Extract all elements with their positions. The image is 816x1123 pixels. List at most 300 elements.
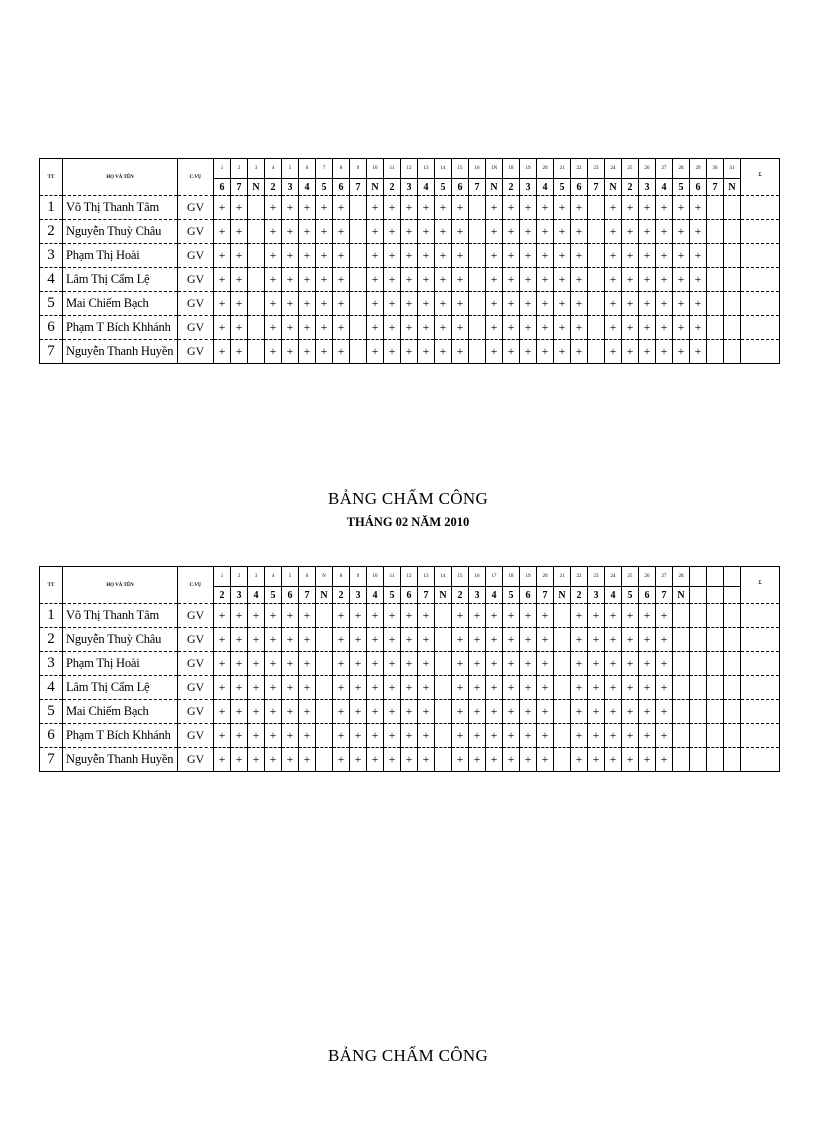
attendance-mark bbox=[673, 628, 690, 652]
attendance-mark: + bbox=[435, 292, 452, 316]
weekday: 7 bbox=[656, 587, 673, 604]
day-number: 16 bbox=[469, 567, 486, 587]
day-number: 13 bbox=[418, 567, 435, 587]
attendance-mark: + bbox=[282, 340, 299, 364]
row-total bbox=[741, 220, 780, 244]
attendance-mark: + bbox=[605, 700, 622, 724]
employee-role: GV bbox=[178, 196, 214, 220]
attendance-mark: + bbox=[401, 748, 418, 772]
attendance-mark bbox=[707, 676, 724, 700]
day-number: 8 bbox=[333, 567, 350, 587]
weekday: 7 bbox=[537, 587, 554, 604]
attendance-mark: + bbox=[469, 676, 486, 700]
attendance-mark: + bbox=[248, 676, 265, 700]
day-number: 23 bbox=[588, 567, 605, 587]
attendance-mark: + bbox=[656, 604, 673, 628]
attendance-mark: + bbox=[656, 628, 673, 652]
header-tt: TT bbox=[40, 567, 63, 604]
row-total bbox=[741, 628, 780, 652]
employee-name: Lâm Thị Cẩm Lệ bbox=[63, 268, 178, 292]
attendance-mark: + bbox=[367, 748, 384, 772]
table-row bbox=[40, 724, 780, 748]
attendance-mark: + bbox=[503, 628, 520, 652]
attendance-mark: + bbox=[265, 292, 282, 316]
attendance-mark bbox=[248, 268, 265, 292]
day-number: 28 bbox=[673, 567, 690, 587]
day-number-row bbox=[40, 567, 780, 587]
employee-role: GV bbox=[178, 604, 214, 628]
weekday: 5 bbox=[503, 587, 520, 604]
attendance-mark: + bbox=[520, 652, 537, 676]
attendance-mark bbox=[554, 604, 571, 628]
attendance-mark: + bbox=[690, 220, 707, 244]
attendance-mark bbox=[724, 292, 741, 316]
attendance-mark: + bbox=[214, 676, 231, 700]
attendance-mark bbox=[316, 604, 333, 628]
attendance-mark bbox=[673, 748, 690, 772]
day-number: 23 bbox=[588, 159, 605, 179]
attendance-mark: + bbox=[384, 676, 401, 700]
attendance-mark: + bbox=[656, 652, 673, 676]
attendance-mark: + bbox=[537, 652, 554, 676]
row-number: 1 bbox=[40, 604, 63, 628]
attendance-mark: + bbox=[282, 628, 299, 652]
attendance-mark: + bbox=[452, 652, 469, 676]
attendance-mark: + bbox=[333, 268, 350, 292]
attendance-mark: + bbox=[656, 676, 673, 700]
attendance-mark: + bbox=[554, 340, 571, 364]
attendance-mark: + bbox=[520, 292, 537, 316]
weekday: 2 bbox=[571, 587, 588, 604]
attendance-mark: + bbox=[452, 340, 469, 364]
attendance-mark: + bbox=[435, 316, 452, 340]
attendance-mark: + bbox=[588, 676, 605, 700]
attendance-mark: + bbox=[231, 220, 248, 244]
row-total bbox=[741, 748, 780, 772]
attendance-mark bbox=[554, 652, 571, 676]
attendance-mark: + bbox=[299, 220, 316, 244]
attendance-mark bbox=[707, 340, 724, 364]
attendance-mark: + bbox=[486, 652, 503, 676]
attendance-mark: + bbox=[520, 340, 537, 364]
attendance-mark: + bbox=[639, 748, 656, 772]
weekday: 3 bbox=[282, 179, 299, 196]
attendance-mark bbox=[707, 724, 724, 748]
attendance-mark bbox=[248, 220, 265, 244]
attendance-mark: + bbox=[367, 652, 384, 676]
attendance-mark: + bbox=[588, 724, 605, 748]
attendance-mark bbox=[435, 604, 452, 628]
weekday: 2 bbox=[384, 179, 401, 196]
row-number: 5 bbox=[40, 292, 63, 316]
attendance-mark: + bbox=[384, 700, 401, 724]
attendance-mark bbox=[588, 220, 605, 244]
weekday: 2 bbox=[452, 587, 469, 604]
attendance-mark: + bbox=[520, 748, 537, 772]
attendance-mark: + bbox=[214, 748, 231, 772]
weekday: 4 bbox=[656, 179, 673, 196]
day-number: 5 bbox=[282, 567, 299, 587]
attendance-mark: + bbox=[333, 676, 350, 700]
weekday: 5 bbox=[316, 179, 333, 196]
attendance-mark: + bbox=[265, 316, 282, 340]
attendance-table-2 bbox=[39, 566, 780, 772]
attendance-mark: + bbox=[639, 292, 656, 316]
day-number: 20 bbox=[537, 567, 554, 587]
attendance-mark: + bbox=[401, 676, 418, 700]
day-number: 1N bbox=[486, 159, 503, 179]
attendance-mark: + bbox=[605, 676, 622, 700]
attendance-mark: + bbox=[486, 676, 503, 700]
attendance-mark: + bbox=[418, 292, 435, 316]
attendance-mark bbox=[690, 724, 707, 748]
attendance-mark: + bbox=[299, 652, 316, 676]
attendance-mark: + bbox=[214, 604, 231, 628]
attendance-mark: + bbox=[571, 676, 588, 700]
employee-role: GV bbox=[178, 676, 214, 700]
attendance-mark: + bbox=[418, 604, 435, 628]
weekday: 6 bbox=[571, 179, 588, 196]
attendance-mark: + bbox=[299, 268, 316, 292]
attendance-mark: + bbox=[265, 652, 282, 676]
attendance-mark bbox=[707, 628, 724, 652]
attendance-mark: + bbox=[571, 316, 588, 340]
attendance-mark: + bbox=[486, 748, 503, 772]
attendance-mark: + bbox=[537, 628, 554, 652]
attendance-mark: + bbox=[299, 340, 316, 364]
employee-role: GV bbox=[178, 292, 214, 316]
attendance-mark: + bbox=[333, 220, 350, 244]
attendance-mark: + bbox=[690, 244, 707, 268]
attendance-mark bbox=[469, 220, 486, 244]
weekday: 5 bbox=[384, 587, 401, 604]
attendance-mark bbox=[554, 628, 571, 652]
attendance-mark bbox=[248, 244, 265, 268]
weekday: 4 bbox=[605, 587, 622, 604]
attendance-mark bbox=[724, 628, 741, 652]
attendance-mark: + bbox=[401, 652, 418, 676]
weekday: N bbox=[367, 179, 384, 196]
attendance-mark: + bbox=[350, 700, 367, 724]
row-total bbox=[741, 196, 780, 220]
weekday: 6 bbox=[520, 587, 537, 604]
attendance-mark: + bbox=[520, 676, 537, 700]
weekday: 7 bbox=[707, 179, 724, 196]
attendance-mark: + bbox=[537, 220, 554, 244]
weekday: N bbox=[435, 587, 452, 604]
weekday: 5 bbox=[265, 587, 282, 604]
attendance-mark: + bbox=[367, 268, 384, 292]
attendance-mark: + bbox=[571, 292, 588, 316]
day-number bbox=[707, 567, 724, 587]
employee-name: Phạm Thị Hoài bbox=[63, 652, 178, 676]
attendance-mark: + bbox=[639, 268, 656, 292]
attendance-mark: + bbox=[333, 724, 350, 748]
attendance-mark: + bbox=[265, 244, 282, 268]
employee-name: Phạm T Bích Khhánh bbox=[63, 316, 178, 340]
employee-name: Võ Thị Thanh Tâm bbox=[63, 196, 178, 220]
attendance-mark: + bbox=[367, 196, 384, 220]
attendance-mark bbox=[707, 244, 724, 268]
header-role: C.VỤ bbox=[178, 567, 214, 604]
attendance-mark: + bbox=[435, 268, 452, 292]
attendance-mark: + bbox=[265, 748, 282, 772]
attendance-mark: + bbox=[673, 220, 690, 244]
weekday: 4 bbox=[248, 587, 265, 604]
attendance-mark: + bbox=[299, 316, 316, 340]
attendance-mark: + bbox=[503, 196, 520, 220]
attendance-mark: + bbox=[503, 676, 520, 700]
day-number: 2 bbox=[231, 567, 248, 587]
attendance-mark: + bbox=[690, 316, 707, 340]
attendance-mark: + bbox=[350, 676, 367, 700]
attendance-mark: + bbox=[622, 604, 639, 628]
attendance-mark: + bbox=[384, 652, 401, 676]
attendance-mark: + bbox=[639, 724, 656, 748]
attendance-mark: + bbox=[384, 604, 401, 628]
attendance-mark bbox=[350, 292, 367, 316]
attendance-mark: + bbox=[452, 628, 469, 652]
day-number: 31 bbox=[724, 159, 741, 179]
attendance-mark bbox=[673, 700, 690, 724]
day-number: 5 bbox=[282, 159, 299, 179]
attendance-mark: + bbox=[316, 244, 333, 268]
header-name: HỌ VÀ TÊN bbox=[63, 567, 178, 604]
attendance-mark: + bbox=[401, 700, 418, 724]
table-row bbox=[40, 244, 780, 268]
attendance-mark bbox=[724, 220, 741, 244]
weekday: 3 bbox=[469, 587, 486, 604]
attendance-mark: + bbox=[214, 652, 231, 676]
attendance-mark: + bbox=[554, 292, 571, 316]
attendance-mark: + bbox=[537, 676, 554, 700]
row-number: 5 bbox=[40, 700, 63, 724]
attendance-mark: + bbox=[367, 316, 384, 340]
attendance-mark bbox=[690, 604, 707, 628]
attendance-mark: + bbox=[214, 292, 231, 316]
attendance-mark: + bbox=[588, 652, 605, 676]
attendance-mark: + bbox=[350, 748, 367, 772]
attendance-mark: + bbox=[605, 316, 622, 340]
attendance-mark bbox=[554, 700, 571, 724]
attendance-mark: + bbox=[214, 220, 231, 244]
attendance-mark: + bbox=[656, 700, 673, 724]
weekday: 4 bbox=[537, 179, 554, 196]
day-number: 22 bbox=[571, 159, 588, 179]
attendance-mark: + bbox=[656, 244, 673, 268]
attendance-mark: + bbox=[622, 340, 639, 364]
attendance-mark: + bbox=[231, 652, 248, 676]
attendance-mark: + bbox=[214, 244, 231, 268]
attendance-mark bbox=[350, 220, 367, 244]
attendance-mark: + bbox=[401, 316, 418, 340]
attendance-mark: + bbox=[282, 748, 299, 772]
attendance-mark: + bbox=[520, 316, 537, 340]
day-number: 4 bbox=[265, 567, 282, 587]
attendance-mark: + bbox=[418, 652, 435, 676]
attendance-mark: + bbox=[265, 628, 282, 652]
attendance-mark bbox=[435, 628, 452, 652]
row-total bbox=[741, 316, 780, 340]
attendance-mark: + bbox=[231, 604, 248, 628]
attendance-mark: + bbox=[639, 340, 656, 364]
day-number: 15 bbox=[452, 567, 469, 587]
attendance-mark: + bbox=[656, 268, 673, 292]
attendance-mark: + bbox=[214, 196, 231, 220]
row-total bbox=[741, 652, 780, 676]
attendance-mark bbox=[588, 340, 605, 364]
attendance-mark: + bbox=[503, 316, 520, 340]
attendance-mark bbox=[435, 676, 452, 700]
attendance-mark: + bbox=[639, 700, 656, 724]
attendance-mark: + bbox=[367, 340, 384, 364]
day-number: 9 bbox=[350, 159, 367, 179]
attendance-mark: + bbox=[384, 340, 401, 364]
attendance-mark: + bbox=[214, 316, 231, 340]
attendance-mark bbox=[469, 244, 486, 268]
day-number: 12 bbox=[401, 567, 418, 587]
attendance-mark: + bbox=[656, 340, 673, 364]
row-total bbox=[741, 604, 780, 628]
attendance-mark: + bbox=[452, 604, 469, 628]
attendance-mark: + bbox=[520, 244, 537, 268]
attendance-mark bbox=[724, 244, 741, 268]
attendance-mark: + bbox=[418, 196, 435, 220]
day-number: 10 bbox=[367, 159, 384, 179]
attendance-mark: + bbox=[571, 268, 588, 292]
table-row bbox=[40, 340, 780, 364]
attendance-mark bbox=[435, 652, 452, 676]
attendance-mark: + bbox=[401, 292, 418, 316]
attendance-mark bbox=[588, 244, 605, 268]
attendance-mark: + bbox=[214, 340, 231, 364]
weekday: 7 bbox=[350, 179, 367, 196]
attendance-mark bbox=[469, 292, 486, 316]
attendance-mark: + bbox=[605, 748, 622, 772]
attendance-mark bbox=[707, 268, 724, 292]
attendance-mark bbox=[316, 748, 333, 772]
weekday: 3 bbox=[401, 179, 418, 196]
attendance-mark bbox=[673, 604, 690, 628]
employee-role: GV bbox=[178, 316, 214, 340]
attendance-mark bbox=[350, 340, 367, 364]
employee-name: Phạm Thị Hoài bbox=[63, 244, 178, 268]
attendance-mark: + bbox=[282, 196, 299, 220]
row-total bbox=[741, 700, 780, 724]
attendance-mark: + bbox=[214, 628, 231, 652]
day-number: 14 bbox=[435, 567, 452, 587]
table-row bbox=[40, 748, 780, 772]
attendance-mark: + bbox=[503, 700, 520, 724]
employee-name: Nguyễn Thanh Huyền bbox=[63, 340, 178, 364]
attendance-mark: + bbox=[435, 220, 452, 244]
attendance-mark: + bbox=[537, 268, 554, 292]
attendance-mark: + bbox=[316, 292, 333, 316]
attendance-mark: + bbox=[418, 340, 435, 364]
table-row bbox=[40, 700, 780, 724]
attendance-mark: + bbox=[622, 268, 639, 292]
attendance-mark: + bbox=[231, 196, 248, 220]
row-total bbox=[741, 676, 780, 700]
attendance-mark: + bbox=[350, 628, 367, 652]
attendance-mark: + bbox=[622, 220, 639, 244]
attendance-mark: + bbox=[520, 724, 537, 748]
attendance-mark: + bbox=[316, 196, 333, 220]
attendance-mark: + bbox=[418, 724, 435, 748]
attendance-mark: + bbox=[554, 196, 571, 220]
attendance-table-1-wrapper bbox=[39, 158, 779, 364]
attendance-mark: + bbox=[401, 220, 418, 244]
attendance-mark: + bbox=[214, 268, 231, 292]
weekday: N bbox=[316, 587, 333, 604]
attendance-mark: + bbox=[248, 652, 265, 676]
employee-name: Nguyễn Thuỳ Châu bbox=[63, 220, 178, 244]
day-number: 8 bbox=[333, 159, 350, 179]
attendance-mark: + bbox=[452, 676, 469, 700]
employee-role: GV bbox=[178, 268, 214, 292]
table-row bbox=[40, 220, 780, 244]
attendance-mark: + bbox=[367, 676, 384, 700]
attendance-mark: + bbox=[622, 244, 639, 268]
attendance-mark: + bbox=[537, 748, 554, 772]
header-role: C.VỤ bbox=[178, 159, 214, 196]
attendance-mark bbox=[724, 604, 741, 628]
attendance-mark: + bbox=[605, 340, 622, 364]
table-row bbox=[40, 628, 780, 652]
attendance-mark bbox=[724, 724, 741, 748]
attendance-mark: + bbox=[452, 268, 469, 292]
row-number: 3 bbox=[40, 244, 63, 268]
attendance-mark: + bbox=[384, 220, 401, 244]
attendance-mark: + bbox=[469, 628, 486, 652]
attendance-mark: + bbox=[486, 268, 503, 292]
attendance-mark: + bbox=[452, 292, 469, 316]
weekday: 6 bbox=[282, 587, 299, 604]
attendance-mark: + bbox=[452, 748, 469, 772]
attendance-mark: + bbox=[605, 220, 622, 244]
attendance-mark: + bbox=[486, 292, 503, 316]
header-total: Σ bbox=[741, 567, 780, 604]
attendance-mark: + bbox=[571, 652, 588, 676]
attendance-mark bbox=[707, 220, 724, 244]
attendance-mark: + bbox=[571, 628, 588, 652]
day-number: 1 bbox=[214, 159, 231, 179]
weekday: 7 bbox=[469, 179, 486, 196]
day-number: 11 bbox=[384, 567, 401, 587]
attendance-mark: + bbox=[639, 676, 656, 700]
weekday bbox=[690, 587, 707, 604]
row-total bbox=[741, 292, 780, 316]
attendance-mark bbox=[350, 196, 367, 220]
attendance-mark: + bbox=[554, 316, 571, 340]
attendance-mark: + bbox=[605, 724, 622, 748]
weekday: 2 bbox=[265, 179, 282, 196]
employee-role: GV bbox=[178, 220, 214, 244]
attendance-mark: + bbox=[452, 316, 469, 340]
employee-name: Phạm T Bích Khhánh bbox=[63, 724, 178, 748]
day-number: 19 bbox=[520, 159, 537, 179]
attendance-mark: + bbox=[333, 292, 350, 316]
attendance-mark bbox=[707, 700, 724, 724]
weekday: 3 bbox=[520, 179, 537, 196]
day-number: 2 bbox=[231, 159, 248, 179]
attendance-mark: + bbox=[673, 340, 690, 364]
weekday: 6 bbox=[214, 179, 231, 196]
attendance-mark: + bbox=[605, 196, 622, 220]
attendance-mark: + bbox=[248, 628, 265, 652]
attendance-mark: + bbox=[282, 652, 299, 676]
attendance-mark: + bbox=[537, 604, 554, 628]
